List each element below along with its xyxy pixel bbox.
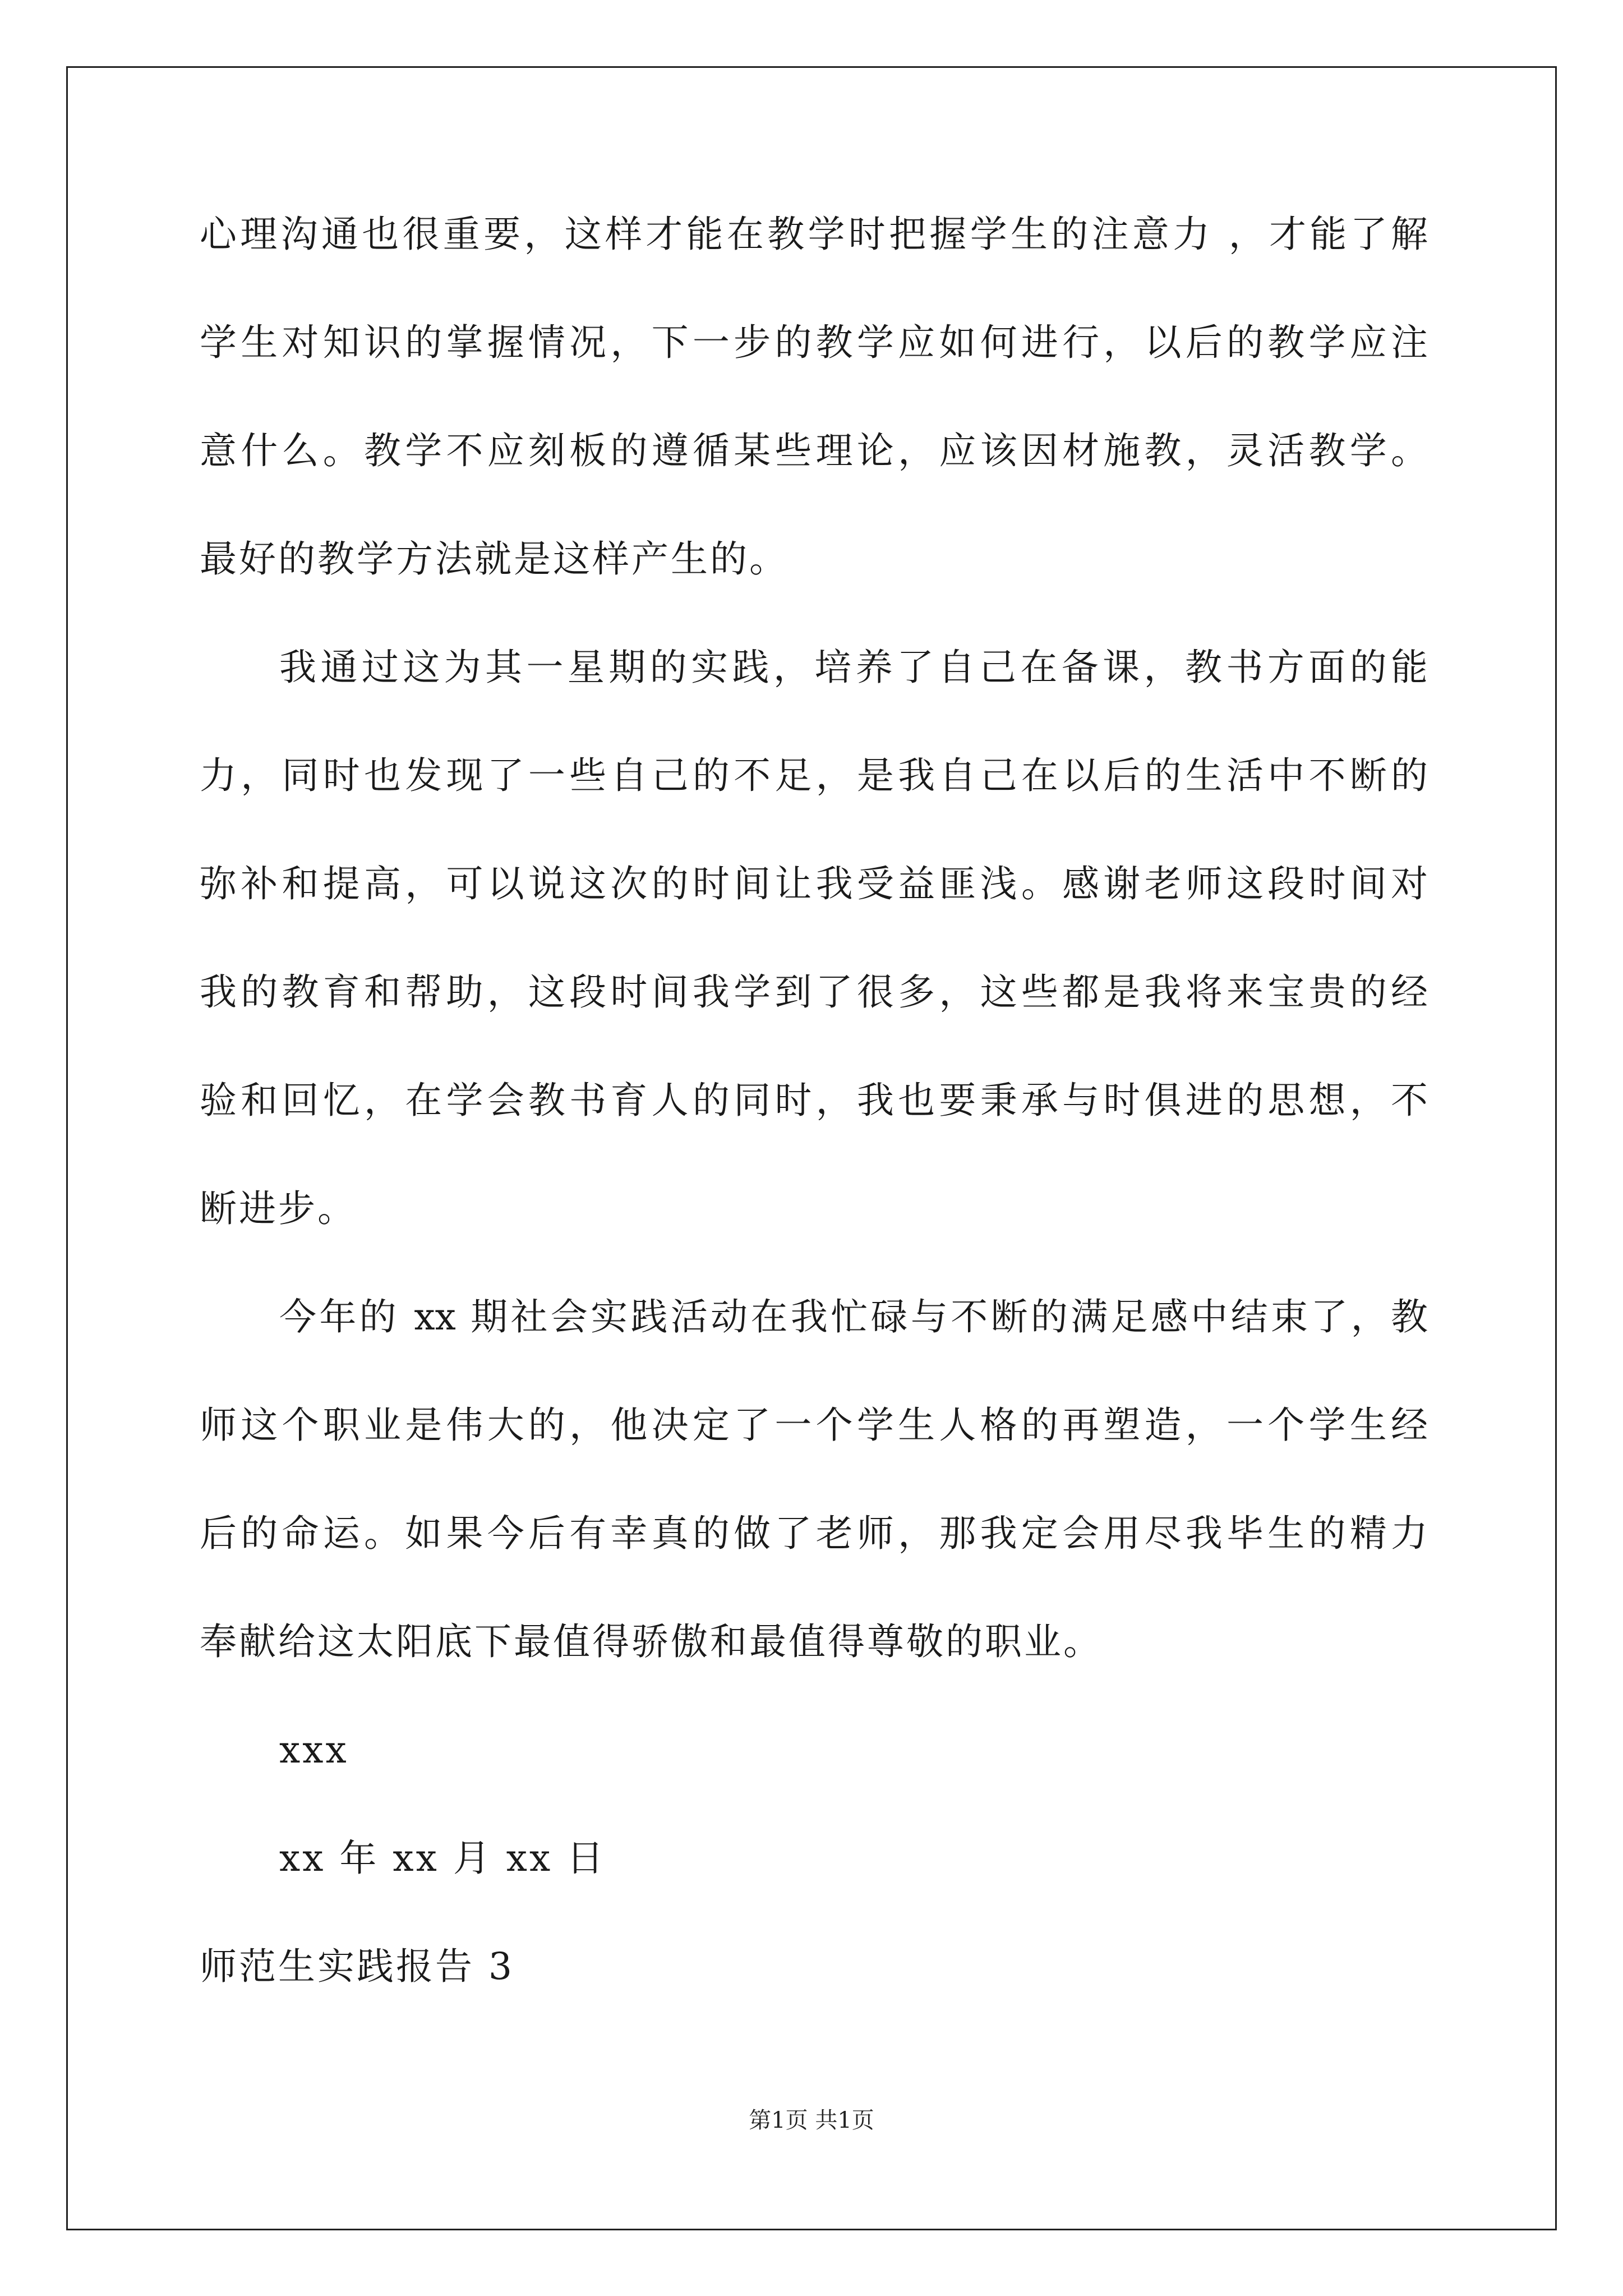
paragraph-line: 力，同时也发现了一些自己的不足，是我自己在以后的生活中不断的 xyxy=(200,754,1428,797)
paragraph-line: 奉献给这太阳底下最值得骄傲和最值得尊敬的职业。 xyxy=(200,1620,1103,1663)
page-border xyxy=(66,66,1557,2230)
paragraph-line: 心理沟通也很重要，这样才能在教学时把握学生的注意力 ，才能了解 xyxy=(200,213,1428,256)
signature-name: xxx xyxy=(279,1728,349,1772)
paragraph-line: 后的命运。如果今后有幸真的做了老师，那我定会用尽我毕生的精力 xyxy=(200,1512,1428,1555)
paragraph-line: 我通过这为其一星期的实践，培养了自己在备课，教书方面的能 xyxy=(279,646,1428,689)
paragraph-line: 验和回忆，在学会教书育人的同时，我也要秉承与时俱进的思想，不 xyxy=(200,1079,1428,1122)
paragraph-line: 我的教育和帮助，这段时间我学到了很多，这些都是我将来宝贵的经 xyxy=(200,970,1428,1014)
paragraph-line: 弥补和提高，可以说这次的时间让我受益匪浅。感谢老师这段时间对 xyxy=(200,862,1428,905)
paragraph-line: 最好的教学方法就是这样产生的。 xyxy=(200,537,789,581)
paragraph-line: 学生对知识的掌握情况，下一步的教学应如何进行，以后的教学应注 xyxy=(200,321,1428,364)
section-heading: 师范生实践报告 3 xyxy=(200,1945,514,1988)
paragraph-line: 断进步。 xyxy=(200,1187,357,1230)
signature-date: xx 年 xx 月 xx 日 xyxy=(279,1837,606,1880)
paragraph-line: 意什么。教学不应刻板的遵循某些理论，应该因材施教，灵活教学。 xyxy=(200,429,1428,472)
paragraph-line: 师这个职业是伟大的，他决定了一个学生人格的再塑造，一个学生经 xyxy=(200,1404,1428,1447)
page-footer: 第1页 共1页 xyxy=(749,2108,874,2133)
paragraph-line: 今年的 xx 期社会实践活动在我忙碌与不断的满足感中结束了，教 xyxy=(279,1295,1428,1338)
